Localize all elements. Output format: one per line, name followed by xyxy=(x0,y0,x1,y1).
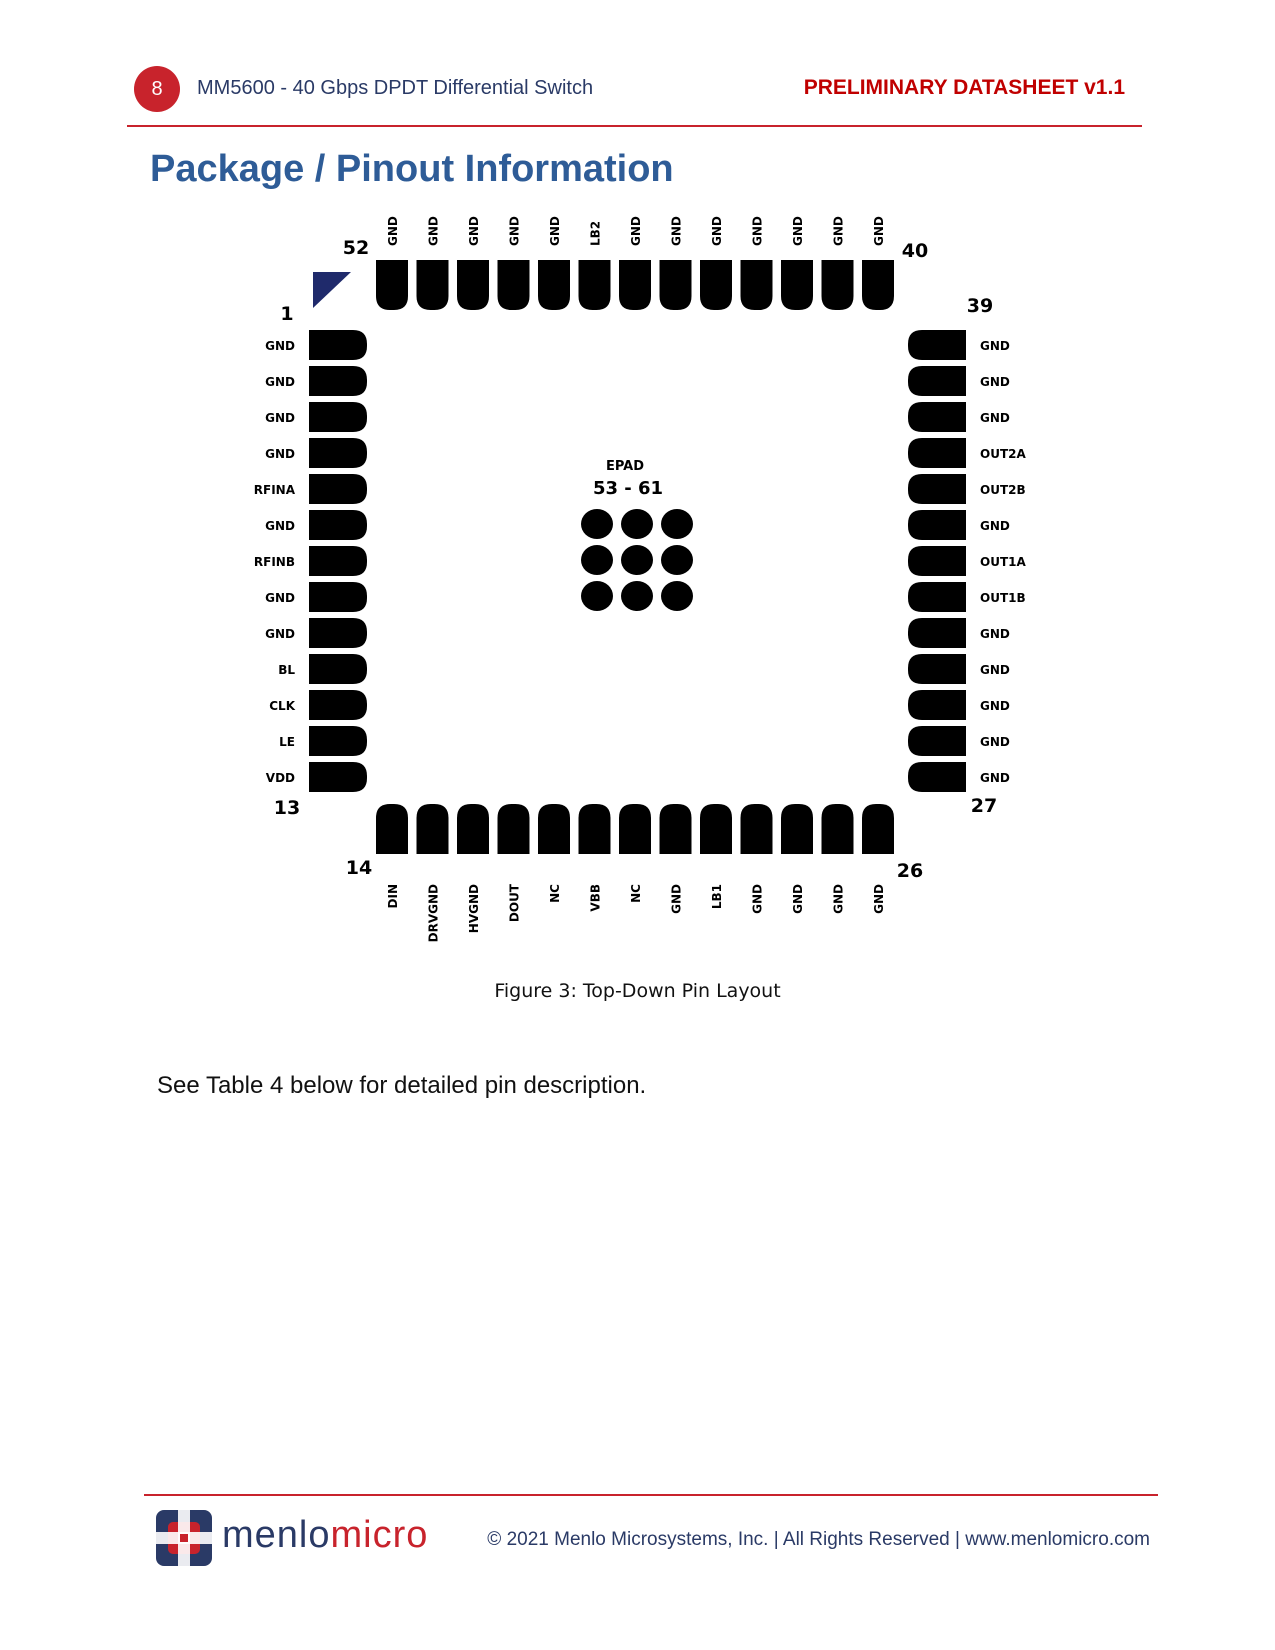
bottom-pin-label: DOUT xyxy=(507,884,522,923)
right-pin-label: OUT2B xyxy=(980,483,1026,497)
left-pad xyxy=(309,726,367,756)
top-pin-label: GND xyxy=(548,216,562,246)
logo-wordmark-part-b: micro xyxy=(330,1514,429,1556)
bottom-pin-label: DRVGND xyxy=(426,884,441,943)
left-pad xyxy=(309,618,367,648)
left-pin-label: GND xyxy=(265,591,295,605)
left-pin-label: GND xyxy=(265,627,295,641)
top-pin-label: GND xyxy=(507,216,522,246)
company-logo xyxy=(152,1506,452,1570)
top-pad xyxy=(619,260,651,310)
epad-range: 53 - 61 xyxy=(592,478,664,499)
epad-via xyxy=(661,509,693,539)
document-title: MM5600 - 40 Gbps DPDT Differential Switch xyxy=(197,77,594,99)
top-pin-label: GND xyxy=(426,216,441,246)
left-pin-label: GND xyxy=(265,339,295,353)
document-status: PRELIMINARY DATASHEET v1.1 xyxy=(803,76,1125,99)
epad-via xyxy=(621,545,653,575)
top-pad xyxy=(376,260,408,310)
left-pin-label: VDD xyxy=(265,771,295,785)
copyright-notice: © 2021 Menlo Microsystems, Inc. | All Rights Reserved | www.menlomicro.com xyxy=(487,1529,1150,1550)
corner-number-bottom-right: 26 xyxy=(896,860,924,882)
corner-number-bottom-left: 14 xyxy=(345,857,373,879)
left-pad xyxy=(309,690,367,720)
logo-mark-icon xyxy=(152,1506,216,1570)
bottom-pad xyxy=(538,804,570,854)
footer-divider xyxy=(144,1494,1158,1496)
right-pin-label: GND xyxy=(980,735,1010,749)
top-pin-label: GND xyxy=(467,216,481,246)
top-pad xyxy=(579,260,611,310)
pinout-diagram xyxy=(0,200,1275,960)
bottom-pin-label: GND xyxy=(872,884,886,914)
left-pad xyxy=(309,654,367,684)
logo-wordmark xyxy=(222,1514,428,1557)
top-pin-label: GND xyxy=(750,216,765,246)
right-pin-label: GND xyxy=(980,519,1010,533)
bottom-pad xyxy=(822,804,854,854)
right-pad xyxy=(908,618,966,648)
corner-number-top-right: 40 xyxy=(901,240,929,262)
epad-label: EPAD xyxy=(605,459,645,474)
right-pad xyxy=(908,366,966,396)
bottom-pad xyxy=(579,804,611,854)
bottom-pin-label: GND xyxy=(831,884,846,914)
pinout-diagram-canvas xyxy=(0,200,1275,960)
left-pin-label: RFINB xyxy=(253,555,295,569)
left-pad xyxy=(309,330,367,360)
bottom-pin-label: NC xyxy=(629,884,643,903)
left-pin-label: GND xyxy=(265,375,295,389)
epad-via xyxy=(581,509,613,539)
right-pad xyxy=(908,330,966,360)
bottom-pad xyxy=(660,804,692,854)
body-text: See Table 4 below for detailed pin description. xyxy=(157,1072,647,1099)
top-pad xyxy=(538,260,570,310)
epad-via xyxy=(581,581,613,611)
bottom-pad xyxy=(741,804,773,854)
top-pad xyxy=(700,260,732,310)
left-pad xyxy=(309,582,367,612)
left-pad xyxy=(309,366,367,396)
top-pad xyxy=(862,260,894,310)
right-pad xyxy=(908,726,966,756)
bottom-pin-label: GND xyxy=(669,884,684,914)
right-pin-label: GND xyxy=(980,771,1010,785)
bottom-pad xyxy=(619,804,651,854)
left-pin-label: RFINA xyxy=(253,483,295,497)
bottom-pin-label: NC xyxy=(548,884,562,903)
right-pin-label: OUT2A xyxy=(980,447,1026,461)
top-pad xyxy=(741,260,773,310)
right-pin-label: OUT1A xyxy=(980,555,1026,569)
right-pin-label: GND xyxy=(980,627,1010,641)
right-pin-label: GND xyxy=(980,375,1010,389)
epad-via xyxy=(661,545,693,575)
top-pin-label: GND xyxy=(386,216,400,246)
corner-number-right-bottom: 27 xyxy=(970,795,998,817)
top-pad xyxy=(457,260,489,310)
epad-via xyxy=(621,581,653,611)
top-pin-label: GND xyxy=(831,216,846,246)
logo-wordmark-part-a: menlo xyxy=(222,1514,331,1556)
right-pad xyxy=(908,582,966,612)
page-header xyxy=(0,0,1275,130)
bottom-pin-label: HVGND xyxy=(467,884,481,934)
top-pin-label: GND xyxy=(791,216,805,246)
bottom-pin-label: GND xyxy=(791,884,805,914)
left-pin-label: LE xyxy=(279,735,295,749)
bottom-pin-label: DIN xyxy=(386,884,400,909)
left-pad xyxy=(309,762,367,792)
top-pad xyxy=(417,260,449,310)
right-pad xyxy=(908,690,966,720)
right-pad xyxy=(908,762,966,792)
section-title: Package / Pinout Information xyxy=(150,148,674,190)
left-pad xyxy=(309,546,367,576)
corner-number-left-top: 1 xyxy=(280,303,294,325)
left-pin-label: GND xyxy=(265,519,295,533)
bottom-pad xyxy=(457,804,489,854)
right-pin-label: GND xyxy=(980,663,1010,677)
top-pad xyxy=(781,260,813,310)
left-pin-label: GND xyxy=(265,411,295,425)
right-pin-label: OUT1B xyxy=(980,591,1026,605)
bottom-pad xyxy=(781,804,813,854)
epad-via xyxy=(581,545,613,575)
right-pad xyxy=(908,438,966,468)
bottom-pad xyxy=(700,804,732,854)
top-pin-label: GND xyxy=(872,216,886,246)
page-number-badge: 8 xyxy=(134,66,180,112)
bottom-pad xyxy=(417,804,449,854)
corner-number-top-left: 52 xyxy=(342,237,370,259)
left-pad xyxy=(309,474,367,504)
bottom-pin-label: GND xyxy=(750,884,765,914)
pads-group xyxy=(309,260,966,854)
top-pin-label: GND xyxy=(710,216,724,246)
left-pin-label: GND xyxy=(265,447,295,461)
epad-via xyxy=(661,581,693,611)
corner-number-right-top: 39 xyxy=(966,295,994,317)
top-pad xyxy=(822,260,854,310)
right-pad xyxy=(908,510,966,540)
right-pad xyxy=(908,546,966,576)
right-pin-label: GND xyxy=(980,339,1010,353)
left-pad xyxy=(309,510,367,540)
left-pin-label: CLK xyxy=(269,699,295,713)
left-pad xyxy=(309,438,367,468)
top-pad xyxy=(498,260,530,310)
figure-caption: Figure 3: Top-Down Pin Layout xyxy=(494,980,781,1002)
top-pin-label: LB2 xyxy=(588,220,603,246)
right-pin-label: GND xyxy=(980,699,1010,713)
pin1-marker xyxy=(313,272,351,308)
right-pad xyxy=(908,474,966,504)
corner-number-left-bottom: 13 xyxy=(273,797,301,819)
right-pin-label: GND xyxy=(980,411,1010,425)
bottom-pin-label: LB1 xyxy=(710,884,724,910)
left-pin-label: BL xyxy=(278,663,295,677)
top-pin-label: GND xyxy=(669,216,684,246)
left-pad xyxy=(309,402,367,432)
bottom-pin-label: VBB xyxy=(588,884,603,912)
bottom-pad xyxy=(498,804,530,854)
top-pin-label: GND xyxy=(629,216,643,246)
right-pad xyxy=(908,654,966,684)
bottom-pad xyxy=(376,804,408,854)
header-divider xyxy=(127,125,1142,127)
right-pad xyxy=(908,402,966,432)
bottom-pad xyxy=(862,804,894,854)
epad-via xyxy=(621,509,653,539)
top-pad xyxy=(660,260,692,310)
